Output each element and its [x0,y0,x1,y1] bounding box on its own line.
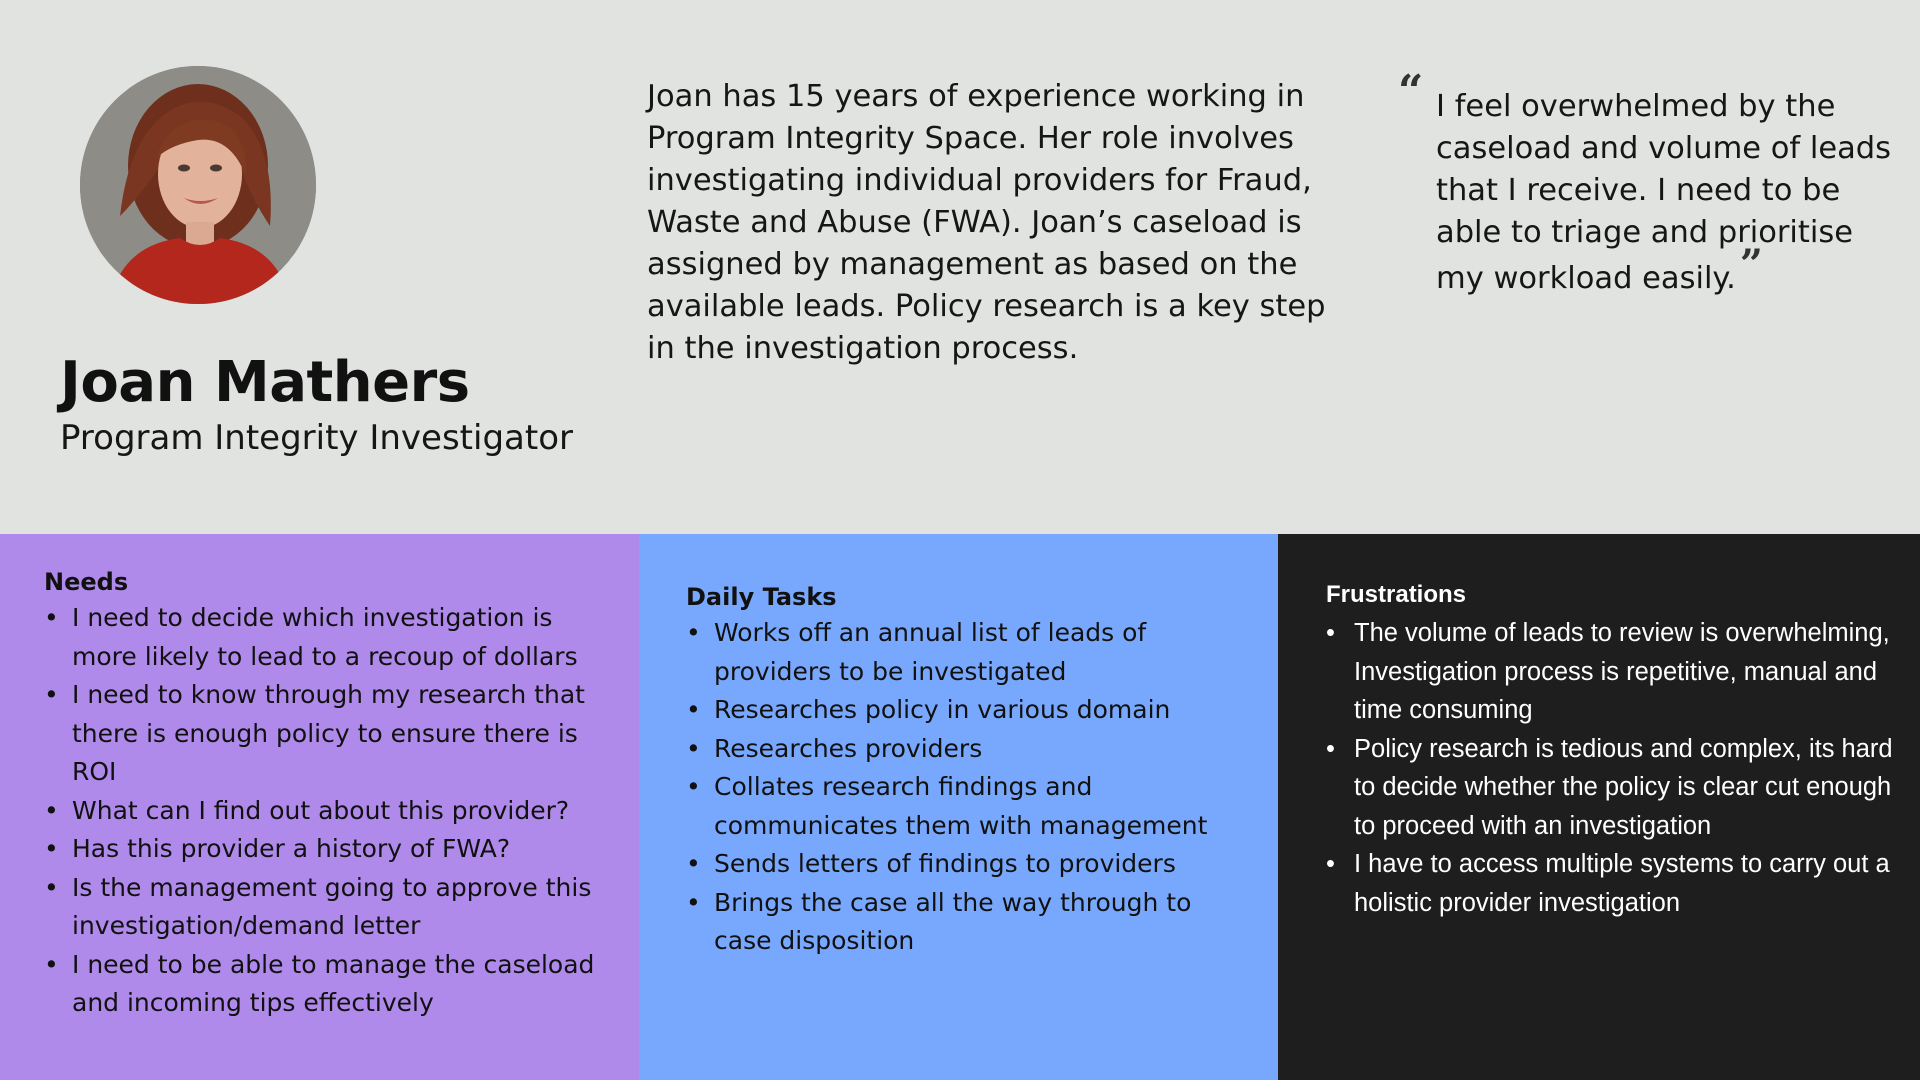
open-quote-icon: “ [1398,66,1424,117]
list-item: • Sends letters of findings to providers [686,845,1246,884]
portrait-photo-icon [80,66,316,304]
list-item: • The volume of leads to review is overwhelming, Investigation process is repetitive, manual and time consuming [1326,614,1896,730]
list-item: • Policy research is tedious and complex, its hard to decide whether the policy is clear cut enough to proceed with an investigation [1326,730,1896,846]
list-item: • Is the management going to approve this investigation/demand letter [44,869,614,946]
frustrations-title: Frustrations [1326,581,1467,608]
list-item: • I have to access multiple systems to carry out a holistic provider investigation [1326,845,1896,922]
persona-quote [1436,86,1896,300]
needs-title: Needs [44,568,129,596]
needs-list [44,599,614,1023]
daily-tasks-panel [639,534,1278,1080]
tasks-title: Daily Tasks [686,583,837,611]
list-item: • Has this provider a history of FWA? [44,830,614,869]
list-item: • Researches policy in various domain [686,691,1246,730]
list-item: • Works off an annual list of leads of providers to be investigated [686,614,1246,691]
persona-bio: Joan has 15 years of experience working in Program Integrity Space. Her role involves investigating individual providers for Fraud, Waste and Abuse (FWA). Joan’s caseload is assigned by management as based on the available leads. Policy research is a key step in the investigation process. [647,79,1326,366]
list-item: • Brings the case all the way through to case disposition [686,884,1246,961]
list-item: • I need to be able to manage the caseload and incoming tips effectively [44,946,614,1023]
tasks-list [686,614,1246,961]
persona-header [0,0,1920,534]
frustrations-list [1326,614,1896,922]
list-item: • What can I find out about this provider? [44,792,614,831]
list-item: • I need to decide which investigation is more likely to lead to a recoup of dollars [44,599,614,676]
avatar [80,66,316,304]
frustrations-panel [1278,534,1920,1080]
list-item: • Collates research findings and communicates them with management [686,768,1246,845]
quote-text: I feel overwhelmed by the caseload and volume of leads that I receive. I need to be able to triage and prioritise my workload easily. [1436,89,1892,296]
close-quote-icon: ” [1739,241,1763,288]
needs-panel [0,534,639,1080]
list-item: • Researches providers [686,730,1246,769]
persona-role: Program Integrity Investigator [60,418,573,458]
list-item: • I need to know through my research that there is enough policy to ensure there is ROI [44,676,614,792]
persona-name: Joan Mathers [60,350,470,415]
